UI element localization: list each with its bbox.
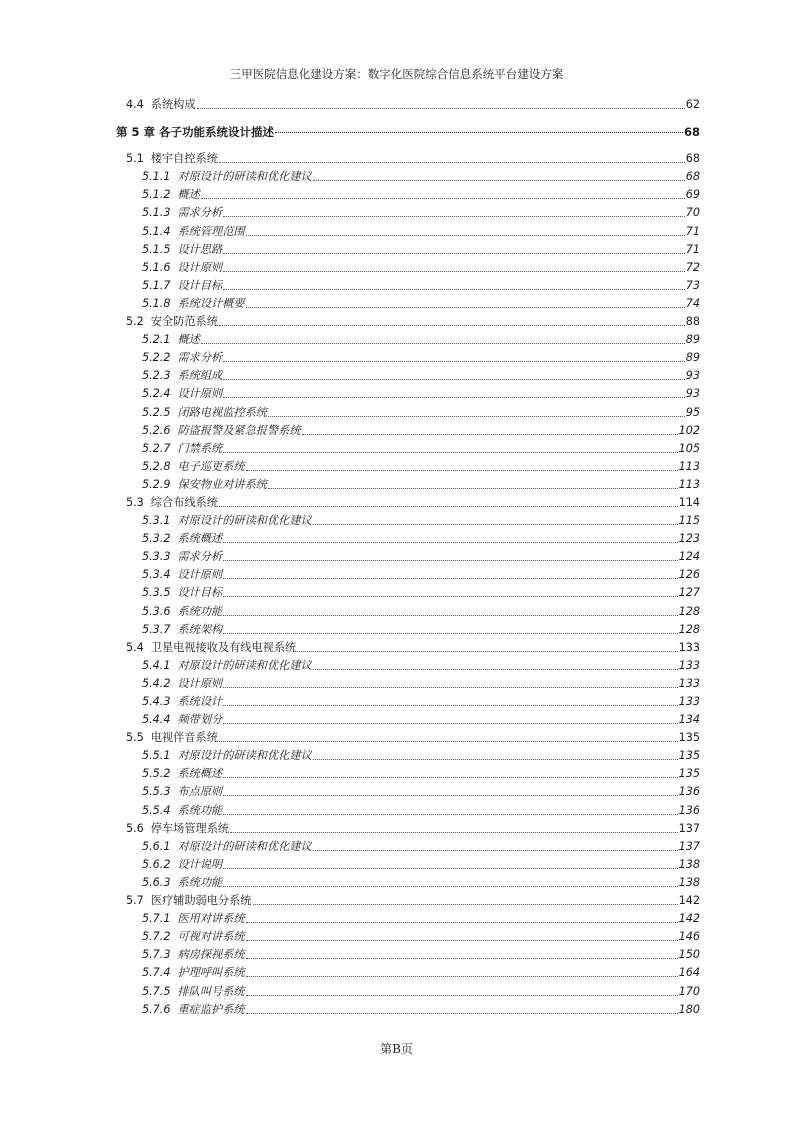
toc-entry-page: 68 [685, 170, 700, 184]
toc-entry[interactable] [116, 999, 700, 1017]
toc-entry-number: 5.7.2 [142, 930, 171, 944]
toc-entry-number: 5.6.3 [142, 875, 171, 889]
toc-entry[interactable] [116, 456, 700, 474]
toc-dot-leader [313, 179, 685, 181]
toc-entry[interactable] [116, 365, 700, 383]
toc-entry-title: 系统架构 [177, 622, 223, 636]
toc-dot-leader [246, 234, 685, 236]
toc-dot-leader [246, 939, 678, 941]
toc-entry-number: 5.2.7 [142, 441, 171, 455]
toc-dot-leader [223, 614, 677, 616]
toc-dot-leader [223, 722, 677, 724]
toc-entry-title: 需求分析 [177, 206, 223, 220]
toc-entry[interactable] [116, 980, 700, 998]
toc-entry[interactable] [116, 836, 700, 854]
toc-entry-page: 68 [685, 152, 700, 166]
toc-entry[interactable] [116, 691, 700, 709]
toc-entry[interactable] [116, 239, 700, 257]
page-footer: 第B页 [380, 1042, 413, 1056]
toc-entry-title: 病房探视系统 [177, 948, 245, 962]
toc-entry-number: 5.5.4 [142, 803, 171, 817]
toc-entry-number: 5.1.4 [142, 224, 171, 238]
toc-entry-title: 可视对讲系统 [177, 930, 245, 944]
toc-entry-number: 5.1 [126, 152, 144, 166]
toc-entry[interactable] [116, 184, 700, 202]
toc-entry-title: 系统组成 [177, 369, 223, 383]
toc-entry[interactable] [116, 944, 700, 962]
toc-entry-title: 楼宇自控系统 [150, 152, 218, 166]
toc-entry-number: 5.6 [126, 821, 144, 835]
toc-entry-page: 133 [678, 658, 700, 672]
toc-entry[interactable] [116, 619, 700, 637]
toc-entry[interactable] [116, 582, 700, 600]
toc-dot-leader [246, 921, 678, 923]
toc-entry-title: 医疗辅助弱电分系统 [150, 894, 252, 908]
toc-entry-number: 5.1.8 [142, 296, 171, 310]
toc-dot-leader [223, 686, 677, 688]
toc-entry-page: 135 [678, 731, 700, 745]
toc-entry-page: 72 [685, 260, 700, 274]
toc-entry-title: 设计目标 [177, 586, 223, 600]
toc-entry-number: 5.2.9 [142, 477, 171, 491]
toc-dot-leader [223, 885, 677, 887]
toc-entry-number: 5.7.6 [142, 1002, 171, 1016]
toc-entry-number: 5.3.4 [142, 568, 171, 582]
toc-entry-title: 系统管理范围 [177, 224, 245, 238]
toc-dot-leader [223, 704, 677, 706]
toc-entry-title: 设计目标 [177, 278, 223, 292]
toc-dot-leader [268, 415, 685, 417]
toc-entry-title: 医用对讲系统 [177, 912, 245, 926]
toc-dot-leader [297, 650, 677, 652]
toc-entry[interactable] [116, 438, 700, 456]
toc-entry[interactable] [116, 637, 700, 655]
toc-dot-leader [223, 794, 677, 796]
toc-entry-title: 重症监护系统 [177, 1002, 245, 1016]
toc-dot-leader [246, 957, 678, 959]
toc-entry-page: 74 [685, 296, 700, 310]
toc-entry-page: 142 [678, 912, 700, 926]
toc-entry[interactable] [116, 781, 700, 799]
toc-entry-page: 170 [678, 984, 700, 998]
toc-entry[interactable] [116, 962, 700, 980]
toc-entry[interactable] [116, 926, 700, 944]
toc-dot-leader [223, 451, 677, 453]
toc-entry[interactable] [116, 420, 700, 438]
toc-entry-title: 对原设计的研读和优化建议 [177, 658, 312, 672]
toc-entry[interactable] [116, 546, 700, 564]
toc-dot-leader [246, 975, 678, 977]
toc-dot-leader [246, 1012, 678, 1014]
toc-entry-page: 69 [685, 188, 700, 202]
toc-entry-number: 5.7.4 [142, 966, 171, 980]
toc-entry-number: 5.5 [126, 731, 144, 745]
toc-entry-title: 设计说明 [177, 857, 223, 871]
toc-entry-number: 5.4.4 [142, 713, 171, 727]
toc-dot-leader [201, 342, 685, 344]
toc-entry-number: 5.1.2 [142, 188, 171, 202]
toc-dot-leader [223, 595, 677, 597]
toc-entry-title: 保安物业对讲系统 [177, 477, 267, 491]
toc-entry-title: 系统概述 [177, 767, 223, 781]
toc-entry-number: 5.2.3 [142, 369, 171, 383]
toc-entry[interactable] [116, 220, 700, 238]
toc-dot-leader [219, 324, 685, 326]
toc-entry-title: 频带划分 [177, 713, 223, 727]
toc-entry-number: 5.6.1 [142, 839, 171, 853]
toc-entry-number: 5.4.3 [142, 695, 171, 708]
toc-dot-leader [230, 831, 678, 833]
toc-entry-number: 5.3 [126, 495, 144, 509]
toc-entry-number: 5.3.7 [142, 622, 171, 636]
page-header: 三甲医院信息化建设方案：数字化医院综合信息系统平台建设方案 [229, 67, 564, 81]
toc-entry-title: 设计思路 [177, 242, 223, 256]
toc-entry[interactable] [116, 673, 700, 691]
toc-dot-leader [223, 867, 677, 869]
toc-entry[interactable] [116, 745, 700, 763]
toc-entry[interactable] [116, 818, 700, 836]
toc-entry[interactable] [116, 166, 700, 184]
toc-entry-title: 设计原则 [177, 387, 223, 401]
toc-dot-leader [201, 197, 685, 199]
toc-entry-title: 排队叫号系统 [177, 984, 245, 998]
toc-entry-title: 护理呼叫系统 [177, 966, 245, 980]
toc-entry-number: 5.3.1 [142, 514, 171, 528]
toc-dot-leader [275, 131, 683, 133]
toc-entry-page: 113 [678, 477, 700, 491]
toc-entry-number: 5.7.3 [142, 948, 171, 962]
toc-entry[interactable] [116, 890, 700, 908]
toc-entry-number: 4.4 [126, 98, 144, 112]
toc-entry-number: 5.6.2 [142, 857, 171, 871]
toc-entry-page: 138 [678, 875, 700, 889]
toc-entry[interactable] [116, 275, 700, 293]
toc-entry-page: 102 [678, 423, 700, 437]
toc-entry-title: 设计原则 [177, 568, 223, 582]
toc-entry-number: 5.2.6 [142, 423, 171, 437]
toc-dot-leader [219, 505, 678, 507]
toc-entry-page: 136 [678, 785, 700, 799]
toc-entry[interactable] [116, 257, 700, 275]
toc-entry-page: 93 [685, 369, 700, 383]
toc-entry-page: 68 [683, 125, 700, 140]
toc-dot-leader [302, 433, 678, 435]
toc-dot-leader [223, 215, 685, 217]
toc-entry-title: 对原设计的研读和优化建议 [177, 839, 312, 853]
toc-entry-page: 70 [685, 206, 700, 220]
toc-entry-page: 124 [678, 550, 700, 564]
toc-entry-page: 115 [678, 514, 700, 528]
toc-entry-number: 5.2.1 [142, 333, 171, 347]
toc-entry-number: 5.5.1 [142, 749, 171, 763]
toc-dot-leader [223, 813, 677, 815]
toc-dot-leader [223, 559, 677, 561]
toc-entry-number: 5.2.2 [142, 351, 171, 365]
toc-dot-leader [223, 378, 685, 380]
toc-entry[interactable] [116, 94, 700, 112]
toc-entry-number: 5.1.6 [142, 260, 171, 274]
toc-entry-number: 5.3.5 [142, 586, 171, 600]
toc-entry-title: 系统设计 [177, 695, 223, 708]
toc-entry[interactable] [116, 763, 700, 781]
toc-entry[interactable] [116, 329, 700, 347]
toc-dot-leader [223, 252, 685, 254]
toc-entry-page: 146 [678, 930, 700, 944]
toc-entry-page: 71 [685, 242, 700, 256]
toc-entry-number: 5.4.1 [142, 658, 171, 672]
toc-dot-leader [253, 903, 678, 905]
toc-entry-number: 5.2.8 [142, 459, 171, 473]
toc-dot-leader [197, 107, 685, 109]
toc-entry[interactable] [116, 383, 700, 401]
toc-entry-page: 128 [678, 604, 700, 618]
toc-entry-title: 综合布线系统 [150, 495, 218, 509]
toc-entry[interactable] [116, 854, 700, 872]
toc-entry-number: 5.5.2 [142, 767, 171, 781]
toc-dot-leader [313, 758, 678, 760]
toc-entry-title: 闭路电视监控系统 [177, 405, 267, 419]
toc-entry[interactable] [116, 347, 700, 365]
toc-entry-page: 127 [678, 586, 700, 600]
toc-entry-page: 126 [678, 568, 700, 582]
toc-entry[interactable] [116, 293, 700, 311]
toc-dot-leader [223, 396, 685, 398]
toc-dot-leader [223, 541, 677, 543]
toc-entry-page: 71 [685, 224, 700, 238]
toc-entry[interactable] [116, 401, 700, 419]
toc-entry-title: 设计原则 [177, 260, 223, 274]
toc-entry-title: 对原设计的研读和优化建议 [177, 749, 312, 763]
toc-entry-title: 布点原则 [177, 785, 223, 799]
toc-entry-page: 137 [678, 839, 700, 853]
toc-dot-leader [223, 632, 677, 634]
toc-entry-number: 5.1.7 [142, 278, 171, 292]
toc-entry-title: 安全防范系统 [150, 315, 218, 329]
toc-dot-leader [223, 360, 685, 362]
toc-entry-number: 5.1.5 [142, 242, 171, 256]
toc-entry-page: 89 [685, 333, 700, 347]
toc-entry-title: 对原设计的研读和优化建议 [177, 170, 312, 184]
toc-dot-leader [223, 577, 677, 579]
toc-entry[interactable] [116, 528, 700, 546]
toc-entry-page: 135 [678, 749, 700, 763]
toc-entry-title: 电视伴音系统 [150, 731, 218, 745]
toc-entry-title: 门禁系统 [177, 441, 223, 455]
toc-entry[interactable] [116, 655, 700, 673]
toc-entry-number: 5.2 [126, 315, 144, 329]
toc-entry-title: 需求分析 [177, 351, 223, 365]
toc-dot-leader [313, 849, 678, 851]
toc-entry-page: 134 [678, 713, 700, 727]
toc-entry-title: 设计原则 [177, 676, 223, 690]
toc-dot-leader [223, 288, 685, 290]
toc-dot-leader [313, 668, 678, 670]
toc-entry-title: 电子巡更系统 [177, 459, 245, 473]
toc-entry-title: 第 5 章 各子功能系统设计描述 [116, 125, 275, 140]
toc-entry[interactable] [116, 709, 700, 727]
toc-entry-number: 5.5.3 [142, 785, 171, 799]
toc-dot-leader [219, 740, 678, 742]
toc-entry-title: 卫星电视接收及有线电视系统 [150, 640, 297, 654]
toc-entry-page: 164 [678, 966, 700, 980]
toc-entry-page: 135 [678, 767, 700, 781]
toc-entry-page: 62 [685, 98, 700, 112]
toc-entry-page: 114 [678, 495, 700, 509]
toc-entry-title: 系统功能 [177, 604, 223, 618]
toc-entry-page: 150 [678, 948, 700, 962]
toc-entry[interactable] [116, 564, 700, 582]
toc-entry-title: 概述 [177, 188, 200, 202]
toc-entry-title: 系统功能 [177, 803, 223, 817]
toc-entry-number: 5.7 [126, 894, 144, 908]
toc-dot-leader [246, 306, 685, 308]
toc-dot-leader [219, 161, 685, 163]
toc-entry-number: 5.7.5 [142, 984, 171, 998]
toc-entry-title: 系统设计概要 [177, 296, 245, 310]
toc-entry-number: 5.1.1 [142, 170, 171, 184]
toc-entry-page: 180 [678, 1002, 700, 1016]
toc-entry-title: 系统构成 [150, 98, 196, 112]
toc-dot-leader [313, 523, 678, 525]
toc-entry-title: 系统概述 [177, 532, 223, 546]
toc-entry-page: 136 [678, 803, 700, 817]
toc-entry[interactable] [116, 872, 700, 890]
toc-entry-page: 133 [678, 676, 700, 690]
toc-dot-leader [223, 270, 685, 272]
toc-entry-title: 概述 [177, 333, 200, 347]
toc-entry[interactable] [116, 727, 700, 745]
table-of-contents [116, 94, 700, 1017]
toc-entry-page: 95 [685, 405, 700, 419]
toc-entry-title: 系统功能 [177, 875, 223, 889]
toc-dot-leader [223, 776, 677, 778]
toc-entry-number: 5.3.6 [142, 604, 171, 618]
toc-entry-title: 防盗报警及紧急报警系统 [177, 423, 301, 437]
toc-entry[interactable] [116, 311, 700, 329]
toc-entry-page: 113 [678, 459, 700, 473]
toc-entry[interactable] [116, 148, 700, 166]
toc-entry[interactable] [116, 600, 700, 618]
toc-entry-page: 138 [678, 857, 700, 871]
toc-entry-number: 5.4 [126, 640, 144, 654]
toc-entry[interactable] [116, 908, 700, 926]
toc-entry-page: 73 [685, 278, 700, 292]
toc-entry-page: 89 [685, 351, 700, 365]
toc-entry-page: 133 [678, 695, 700, 708]
toc-entry-title: 需求分析 [177, 550, 223, 564]
toc-entry-page: 88 [685, 315, 700, 329]
toc-entry-page: 123 [678, 532, 700, 546]
toc-entry-number: 5.4.2 [142, 676, 171, 690]
toc-dot-leader [246, 994, 678, 996]
toc-entry-number: 5.2.5 [142, 405, 171, 419]
toc-entry-number: 5.1.3 [142, 206, 171, 220]
toc-dot-leader [246, 469, 678, 471]
toc-entry-number: 5.2.4 [142, 387, 171, 401]
toc-chapter-entry[interactable] [116, 112, 700, 148]
toc-entry[interactable] [116, 474, 700, 492]
toc-entry-title: 停车场管理系统 [150, 821, 230, 835]
toc-entry[interactable] [116, 510, 700, 528]
toc-entry-page: 133 [678, 640, 700, 654]
toc-entry-number: 5.7.1 [142, 912, 171, 926]
toc-entry-page: 105 [678, 441, 700, 455]
toc-entry-page: 93 [685, 387, 700, 401]
toc-entry-page: 142 [678, 894, 700, 908]
toc-entry[interactable] [116, 799, 700, 817]
toc-entry-number: 5.3.2 [142, 532, 171, 546]
toc-dot-leader [268, 487, 678, 489]
toc-entry-number: 5.3.3 [142, 550, 171, 564]
toc-entry-title: 对原设计的研读和优化建议 [177, 514, 312, 528]
toc-entry[interactable] [116, 492, 700, 510]
toc-entry[interactable] [116, 202, 700, 220]
toc-entry-page: 128 [678, 622, 700, 636]
toc-entry-page: 137 [678, 821, 700, 835]
